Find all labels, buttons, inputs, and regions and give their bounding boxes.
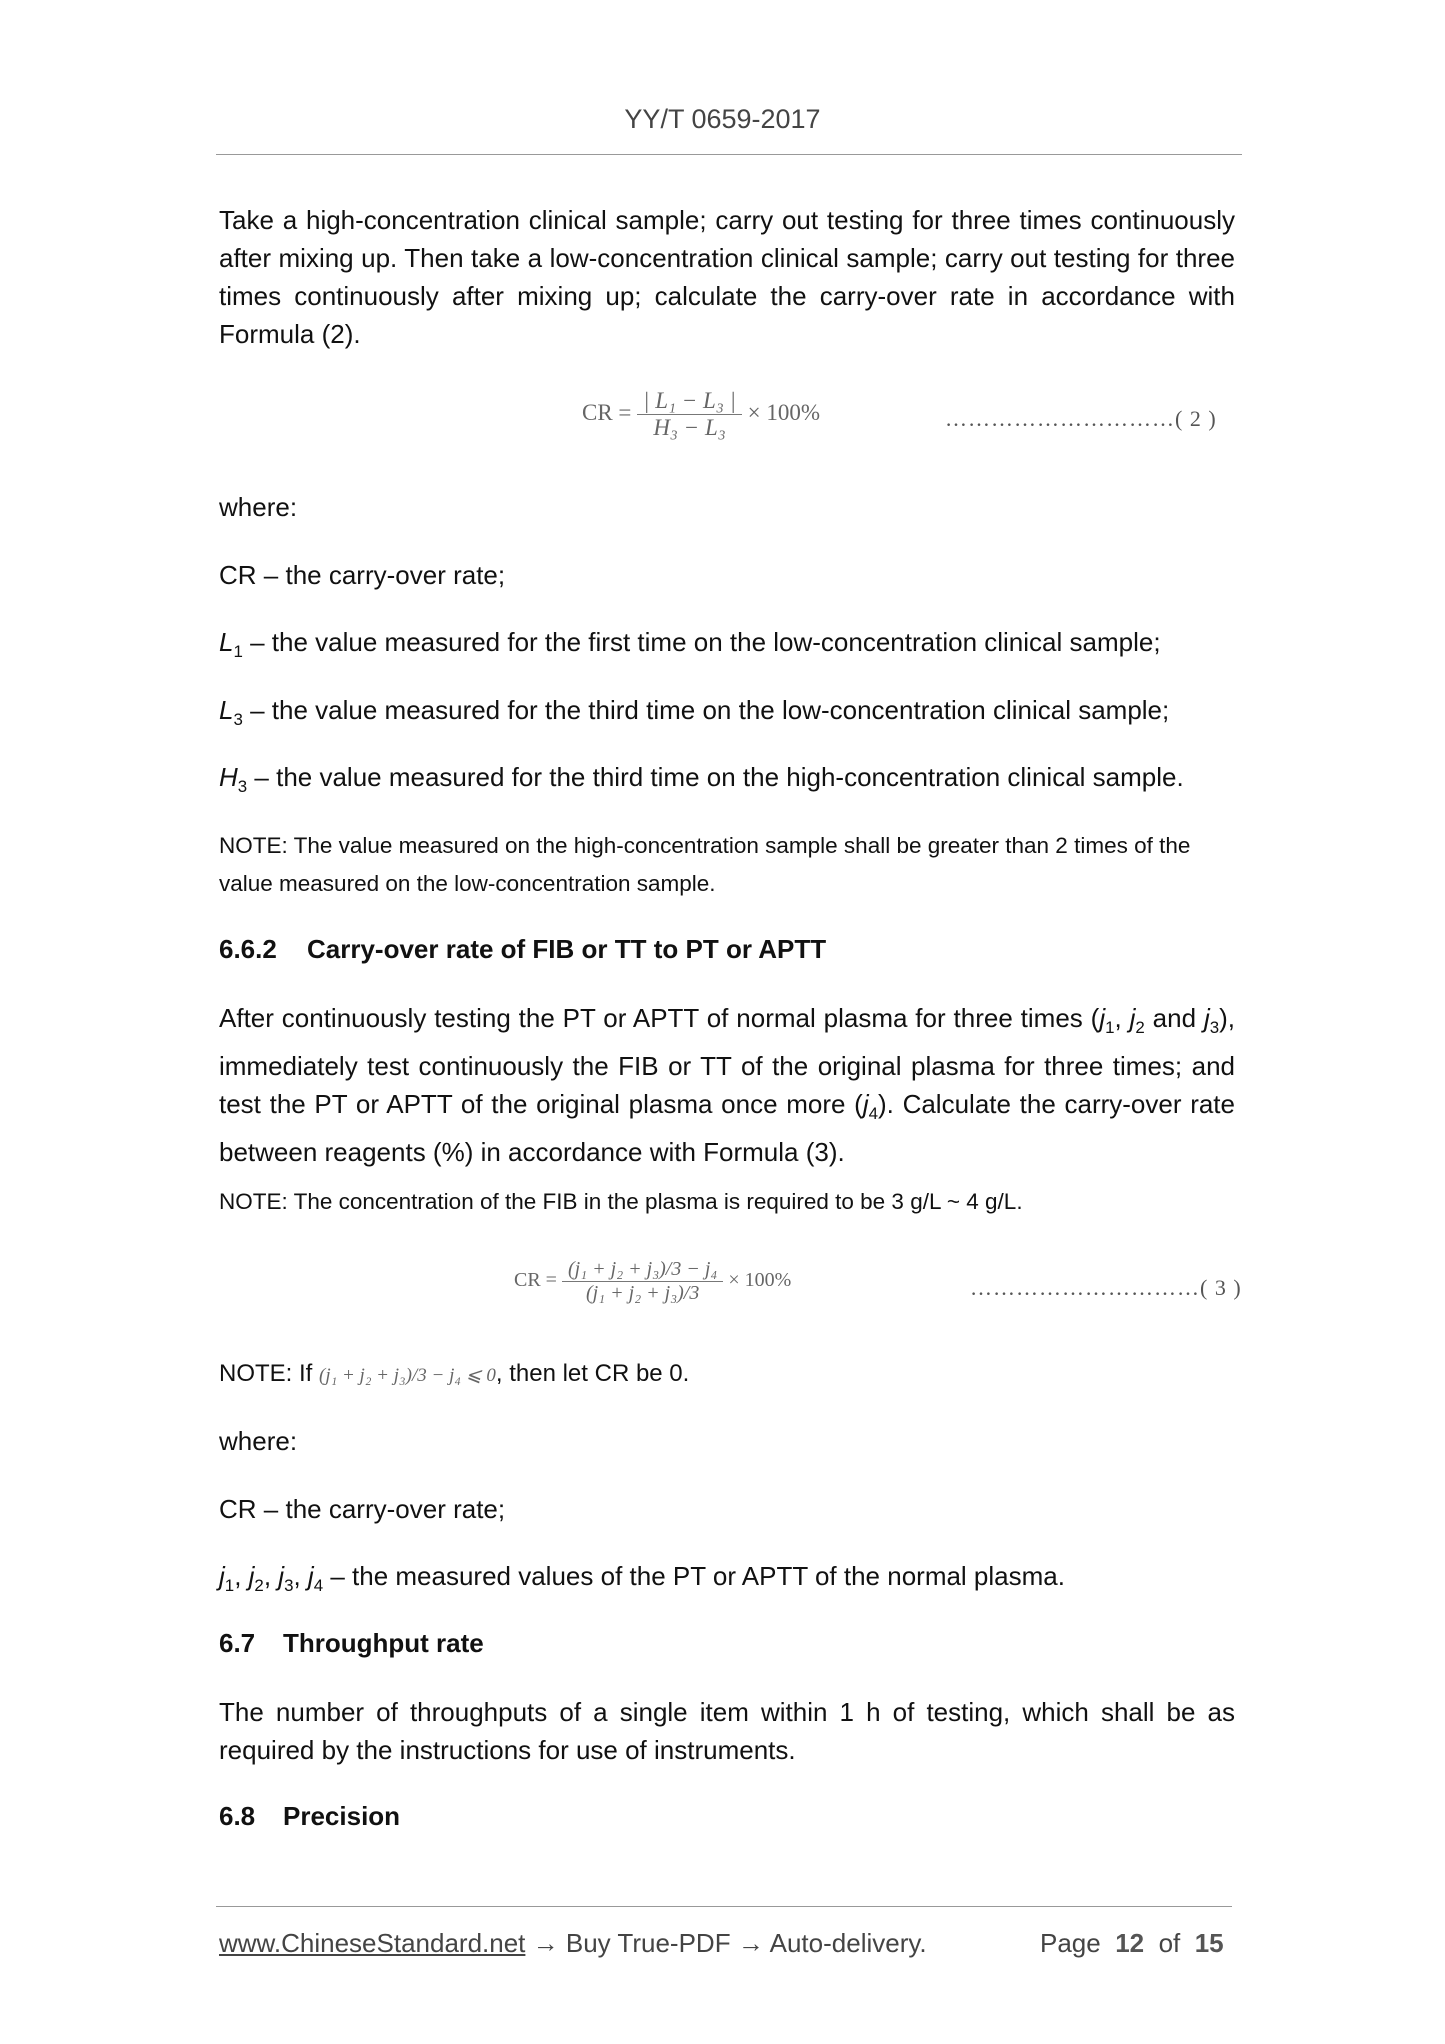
formula-3-factor: × 100% (728, 1269, 792, 1292)
text-run: ), immediately test continuously the FIB or TT of the original plasma for three times; and test the PT or APTT of the original plasma once more ( (219, 1003, 1236, 1120)
where-label-1: where: (219, 492, 298, 522)
subscript: 3 (284, 1576, 294, 1596)
symbol-j: j (1099, 1003, 1106, 1033)
arrow-icon: → (532, 1928, 559, 1958)
subscript: 1 (1105, 1018, 1115, 1038)
definition-text: – the measured values of the PT or APTT of the normal plasma. (323, 1561, 1065, 1591)
note-3-condition: (j₁ + j₂ + j₃)/3 − j₄ ⩽ 0 (319, 1365, 496, 1386)
symbol-j: j (278, 1561, 285, 1591)
paragraph-6-7: The number of throughputs of a single item within 1 h of testing, which shall be as required by the instructions for use of instruments. (219, 1697, 1235, 1765)
note-2: NOTE: The concentration of the FIB in the plasma is required to be 3 g/L ~ 4 g/L. (219, 1189, 1023, 1214)
where-label-2: where: (219, 1426, 298, 1456)
intro-paragraph: Take a high-concentration clinical sample; carry out testing for three times continuously after mixing up. Then take a low-concentration clinical sample; carry out testing for three times continuously after mixing up; calculate the carry-over rate in accordance with Formula (2). (219, 205, 1235, 349)
text-run: , (1114, 1003, 1130, 1033)
definition-symbol: L (219, 695, 234, 725)
text-run: After continuously testing the PT or APTT of normal plasma for three times ( (219, 1003, 1100, 1033)
definition-text: – the carry-over rate; (256, 560, 506, 590)
page-indicator (1040, 1928, 1224, 1959)
formula-2-fraction (637, 388, 742, 441)
definition-text: – the carry-over rate; (256, 1494, 506, 1524)
formula-2-factor: × 100% (747, 399, 821, 425)
formula-2-denominator: H₃ − L₃ (653, 415, 726, 440)
definition-text: – the value measured for the first time on the low-concentration clinical sample; (242, 627, 1161, 657)
formula-3-fraction (562, 1258, 723, 1305)
subscript: 3 (1209, 1018, 1220, 1038)
formula-3-numerator: (j₁ + j₂ + j₃)/3 − j₄ (562, 1258, 723, 1282)
symbol-j: j (307, 1561, 314, 1591)
definition-h3 (219, 758, 1235, 806)
formula-2-leader (945, 406, 1217, 432)
formula-3 (514, 1258, 791, 1305)
definition-subscript: 3 (233, 710, 243, 730)
definition-text: – the value measured for the third time on the high-concentration clinical sample. (247, 762, 1184, 792)
buy-pdf-link[interactable]: Buy True-PDF (565, 1928, 731, 1958)
section-title: Carry-over rate of FIB or TT to PT or APTT (307, 934, 827, 964)
formula-2-dots: ………………………… (945, 406, 1175, 431)
symbol-j: j (248, 1561, 255, 1591)
symbol-j: j (1129, 1003, 1136, 1033)
note-3-prefix: NOTE: If (219, 1360, 320, 1387)
section-heading-6-7 (219, 1628, 484, 1659)
footer-divider (216, 1906, 1232, 1907)
section-title: Throughput rate (283, 1628, 484, 1658)
formula-2 (582, 388, 820, 441)
section-number: 6.6.2 (219, 934, 277, 964)
subscript: 2 (254, 1576, 264, 1596)
formula-3-lhs: CR = (514, 1269, 557, 1292)
document-code-header: YY/T 0659-2017 (624, 104, 821, 134)
definition-symbol: CR (219, 560, 257, 590)
formula-2-number: ( 2 ) (1175, 406, 1217, 431)
of-label: of (1158, 1928, 1181, 1958)
footer-links (219, 1928, 927, 1959)
subscript: 4 (313, 1576, 324, 1596)
section-heading-6-6-2 (219, 934, 826, 965)
subscript: 4 (868, 1104, 878, 1124)
page-label: Page (1040, 1928, 1101, 1958)
symbol-j: j (862, 1089, 869, 1120)
subscript: 2 (1135, 1018, 1145, 1038)
definition-text: – the value measured for the third time on the low-concentration clinical sample; (242, 695, 1170, 725)
definition-l1 (219, 623, 1235, 671)
note-3 (219, 1355, 1235, 1395)
formula-3-dots: ………………………… (970, 1275, 1200, 1300)
website-link[interactable]: www.ChineseStandard.net (219, 1928, 526, 1958)
definition-l3 (219, 691, 1235, 739)
section-number: 6.7 (219, 1628, 256, 1658)
text-run: and (1144, 1003, 1204, 1033)
definition-cr-1 (219, 556, 1235, 594)
definition-subscript: 1 (233, 642, 243, 662)
formula-3-number: ( 3 ) (1200, 1275, 1242, 1300)
note-3-suffix: , then let CR be 0. (495, 1360, 690, 1387)
formula-3-leader (970, 1275, 1242, 1301)
header-divider (216, 154, 1242, 155)
symbol-j: j (1203, 1003, 1210, 1033)
symbol-j: j (219, 1561, 225, 1591)
formula-2-numerator: | L₁ − L₃ | (637, 388, 742, 415)
section-number: 6.8 (219, 1801, 256, 1831)
arrow-icon: → (737, 1928, 764, 1958)
formula-3-denominator: (j₁ + j₂ + j₃)/3 (585, 1282, 700, 1304)
definition-subscript: 3 (237, 777, 248, 797)
page-total: 15 (1194, 1928, 1224, 1958)
text-run: ). Calculate the carry-over rate between reagents (%) in accordance with Formula (3). (219, 1089, 1235, 1168)
paragraph-6-6-2 (219, 999, 1235, 1171)
definition-symbol: H (219, 762, 238, 792)
section-title: Precision (283, 1801, 401, 1831)
note-1: NOTE: The value measured on the high-concentration sample shall be greater than 2 times of the value measured on the low-concentration sample. (219, 833, 1191, 896)
subscript: 1 (224, 1576, 235, 1596)
definition-symbol: CR (219, 1494, 257, 1524)
definition-symbol: L (219, 627, 234, 657)
page-current: 12 (1115, 1928, 1145, 1958)
auto-delivery-text: Auto-delivery. (769, 1928, 927, 1958)
definition-cr-2 (219, 1490, 1235, 1528)
section-heading-6-8 (219, 1801, 400, 1832)
formula-2-lhs: CR = (582, 399, 632, 425)
definition-j-values: $j_1$, $j_2$, $j_3$, $j_4$ – the measured values of the PT or APTT of the normal plasma. (219, 1561, 1065, 1596)
